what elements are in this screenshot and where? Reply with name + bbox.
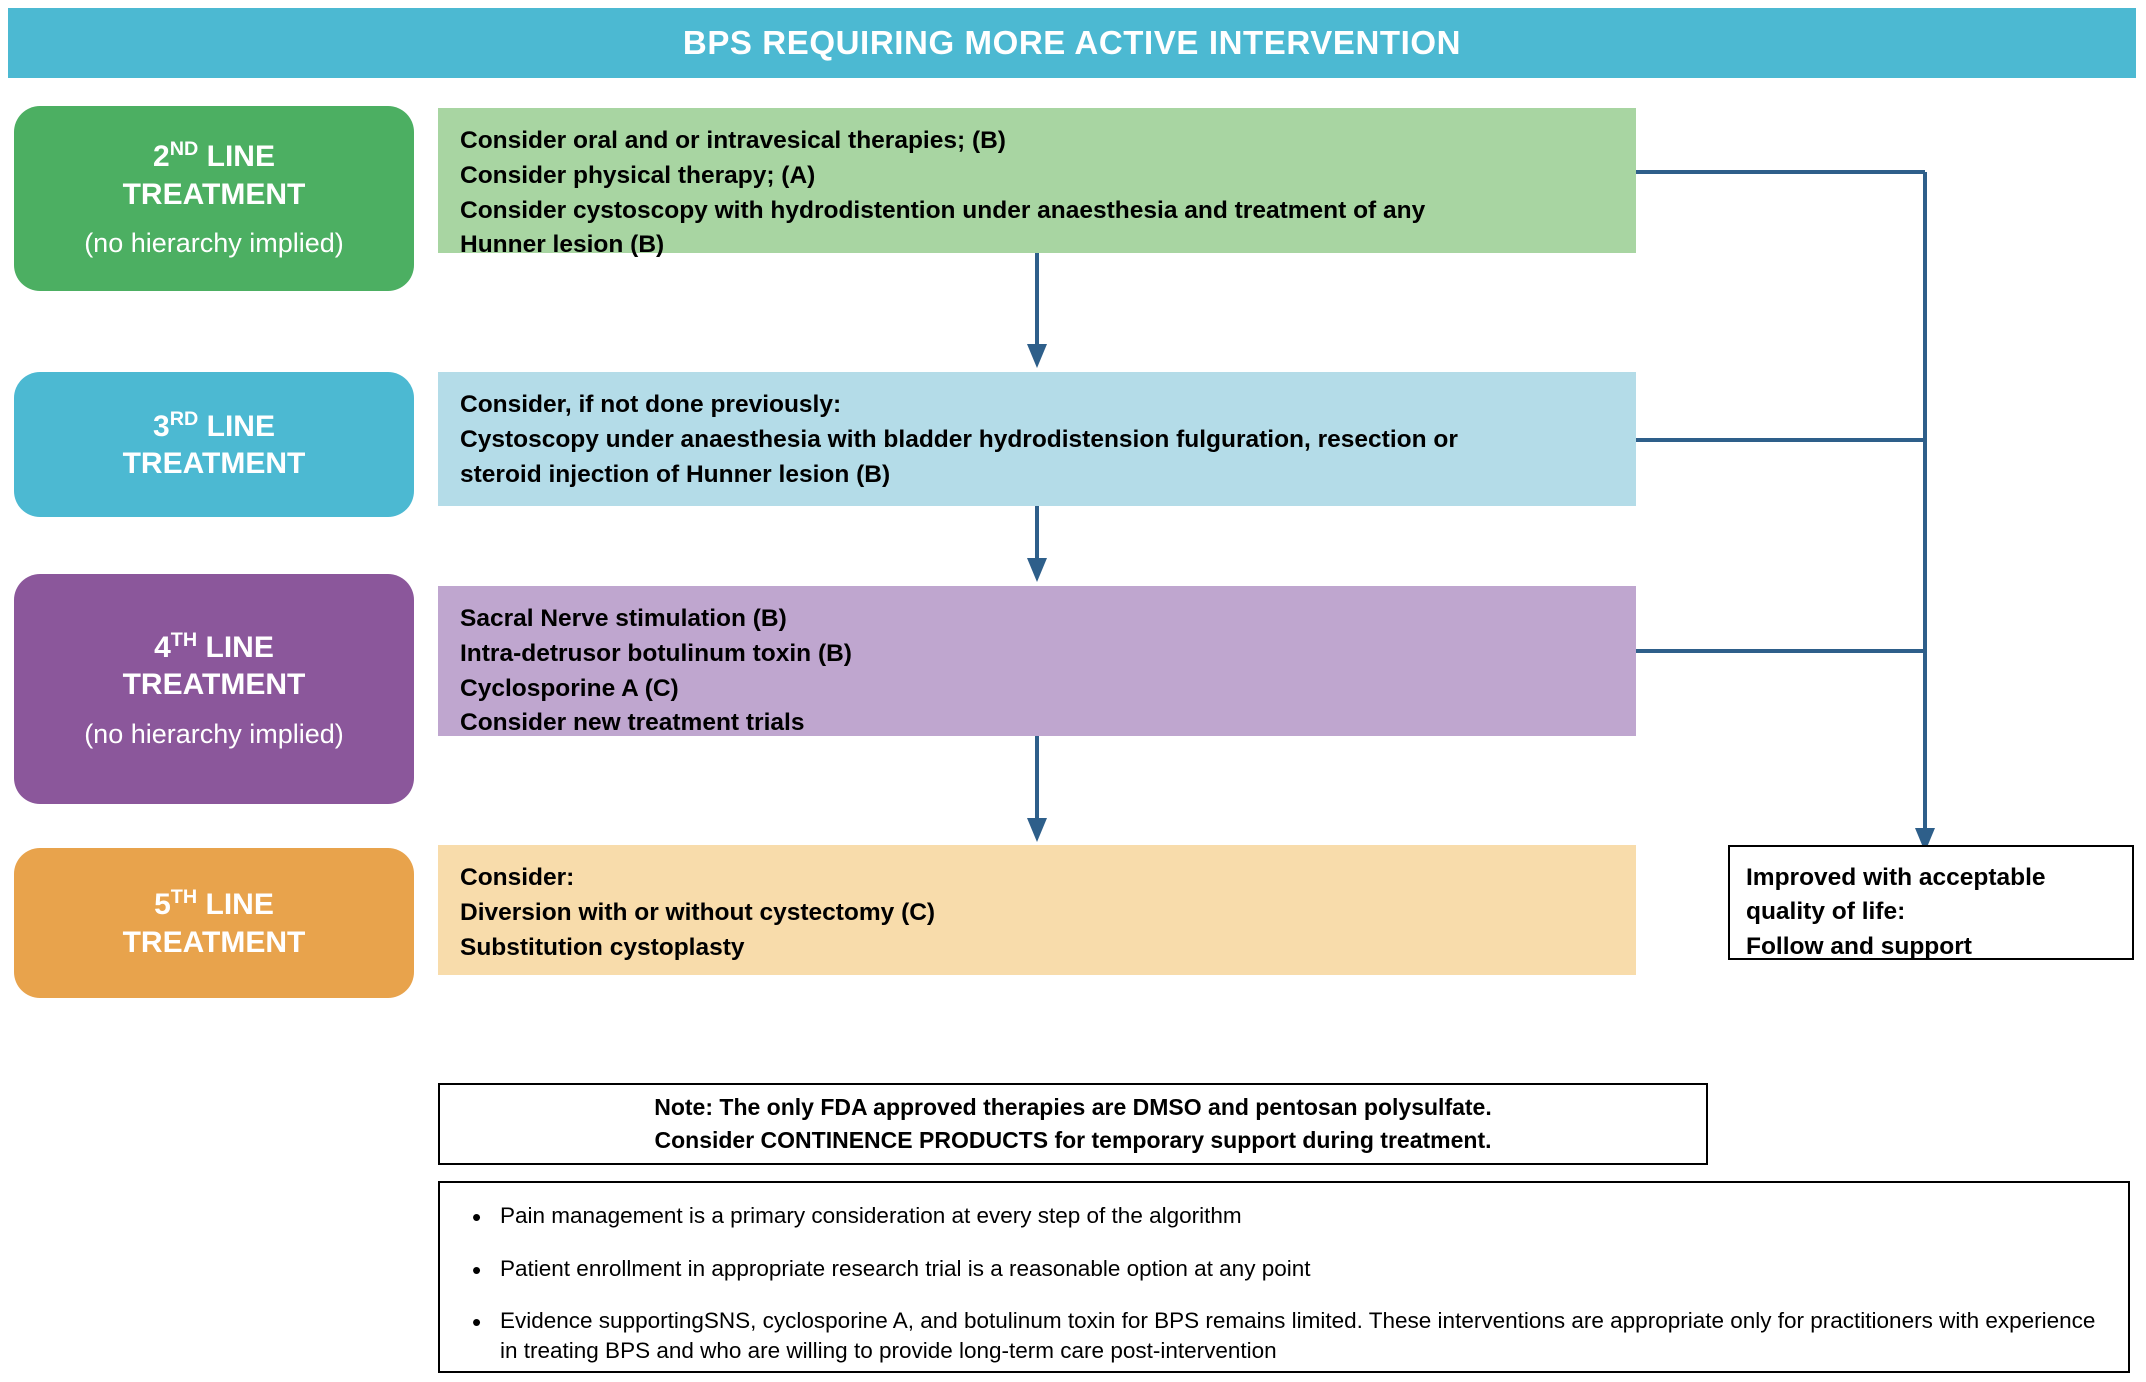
stage-5th-ordinal: 5 [154, 888, 171, 921]
header-banner [8, 8, 2136, 78]
stage-2nd-content-line: Consider oral and or intravesical therapies; (B) [460, 127, 1006, 154]
stage-label-4th-line [14, 574, 414, 804]
stage-3rd-content-line: Cystoscopy under anaesthesia with bladder hydrodistension fulguration, resection or [460, 425, 1458, 453]
stage-3rd-content-line: Consider, if not done previously: [460, 391, 842, 418]
stage-5th-line-word: LINE [205, 888, 274, 921]
stage-4th-ordinal: 4 [154, 630, 171, 664]
bullet-text: Evidence supportingSNS, cyclosporine A, and botulinum toxin for BPS remains limited. These interventions are appropriate only for practitioners with experience in treating BPS and who are willing to provide long-term care post-intervention [500, 1308, 2096, 1364]
stage-4th-line-word: LINE [205, 630, 274, 664]
outcome-box [1728, 845, 2134, 960]
stage-label-3rd-line-title [123, 407, 306, 483]
stage-content-4th-line [438, 586, 1636, 736]
stage-2nd-ordinal: 2 [153, 140, 170, 174]
stage-5th-content-line: Diversion with or without cystectomy (C) [460, 898, 936, 926]
stage-label-5th-line [14, 848, 414, 998]
stage-2nd-content-line: Hunner lesion (B) [460, 231, 665, 259]
outcome-line: Improved with acceptable [1746, 864, 2046, 891]
stage-3rd-ordinal: 3 [153, 409, 170, 443]
stage-label-2nd-line-title [123, 137, 306, 213]
bullet-icon: • [472, 1202, 482, 1232]
list-item [466, 1254, 2102, 1287]
note-line-1: Note: The only FDA approved therapies are DMSO and pentosan polysulfate. [654, 1093, 1492, 1120]
stage-label-4th-line-title [123, 628, 306, 704]
stage-4th-sublabel: (no hierarchy implied) [84, 718, 344, 749]
stage-content-3rd-line [438, 372, 1636, 506]
stage-2nd-ordinal-suffix: ND [169, 138, 199, 161]
stage-4th-content-line: Sacral Nerve stimulation (B) [460, 605, 787, 632]
bullet-text: Patient enrollment in appropriate research trial is a reasonable option at any point [500, 1255, 1311, 1281]
stage-2nd-line-word: LINE [206, 140, 275, 174]
stage-5th-content-line: Substitution cystoplasty [460, 933, 745, 961]
page-title: BPS REQUIRING MORE ACTIVE INTERVENTION [682, 24, 1462, 61]
note-box [438, 1083, 1708, 1165]
note-line-2: Consider CONTINENCE PRODUCTS for temporary support during treatment. [654, 1127, 1492, 1153]
stage-2nd-content-line: Consider physical therapy; (A) [460, 161, 816, 189]
bullet-icon: • [472, 1254, 482, 1285]
stage-4th-content-line: Consider new treatment trials [460, 709, 805, 737]
stage-3rd-content-line: steroid injection of Hunner lesion (B) [460, 460, 891, 488]
outcome-line: quality of life: [1746, 898, 1906, 926]
stage-4th-treatment-word: TREATMENT [122, 668, 306, 702]
list-item [466, 1201, 2102, 1234]
stage-3rd-ordinal-suffix: RD [169, 407, 199, 430]
stage-5th-content-line: Consider: [460, 864, 575, 891]
stage-label-5th-line-title [123, 885, 306, 961]
bullets-box [438, 1181, 2130, 1373]
list-item [466, 1306, 2102, 1366]
stage-4th-content-line: Intra-detrusor botulinum toxin (B) [460, 639, 852, 667]
stage-5th-treatment-word: TREATMENT [122, 925, 306, 959]
stage-4th-ordinal-suffix: TH [170, 628, 198, 651]
stage-content-2nd-line [438, 108, 1636, 259]
bullet-icon: • [472, 1307, 482, 1337]
stage-3rd-treatment-word: TREATMENT [122, 447, 306, 480]
stage-2nd-content-line: Consider cystoscopy with hydrodistention under anaesthesia and treatment of any [460, 196, 1426, 224]
stage-content-5th-line [438, 845, 1636, 975]
bullet-text: Pain management is a primary consideration at every step of the algorithm [500, 1203, 1242, 1228]
stage-3rd-line-word: LINE [206, 409, 275, 443]
stage-5th-ordinal-suffix: TH [170, 886, 198, 908]
stage-label-2nd-line [14, 106, 414, 291]
stage-4th-content-line: Cyclosporine A (C) [460, 674, 679, 702]
stage-label-3rd-line [14, 372, 414, 517]
outcome-line: Follow and support [1746, 932, 1972, 960]
stage-2nd-treatment-word: TREATMENT [122, 177, 306, 211]
stage-2nd-sublabel: (no hierarchy implied) [84, 228, 344, 259]
